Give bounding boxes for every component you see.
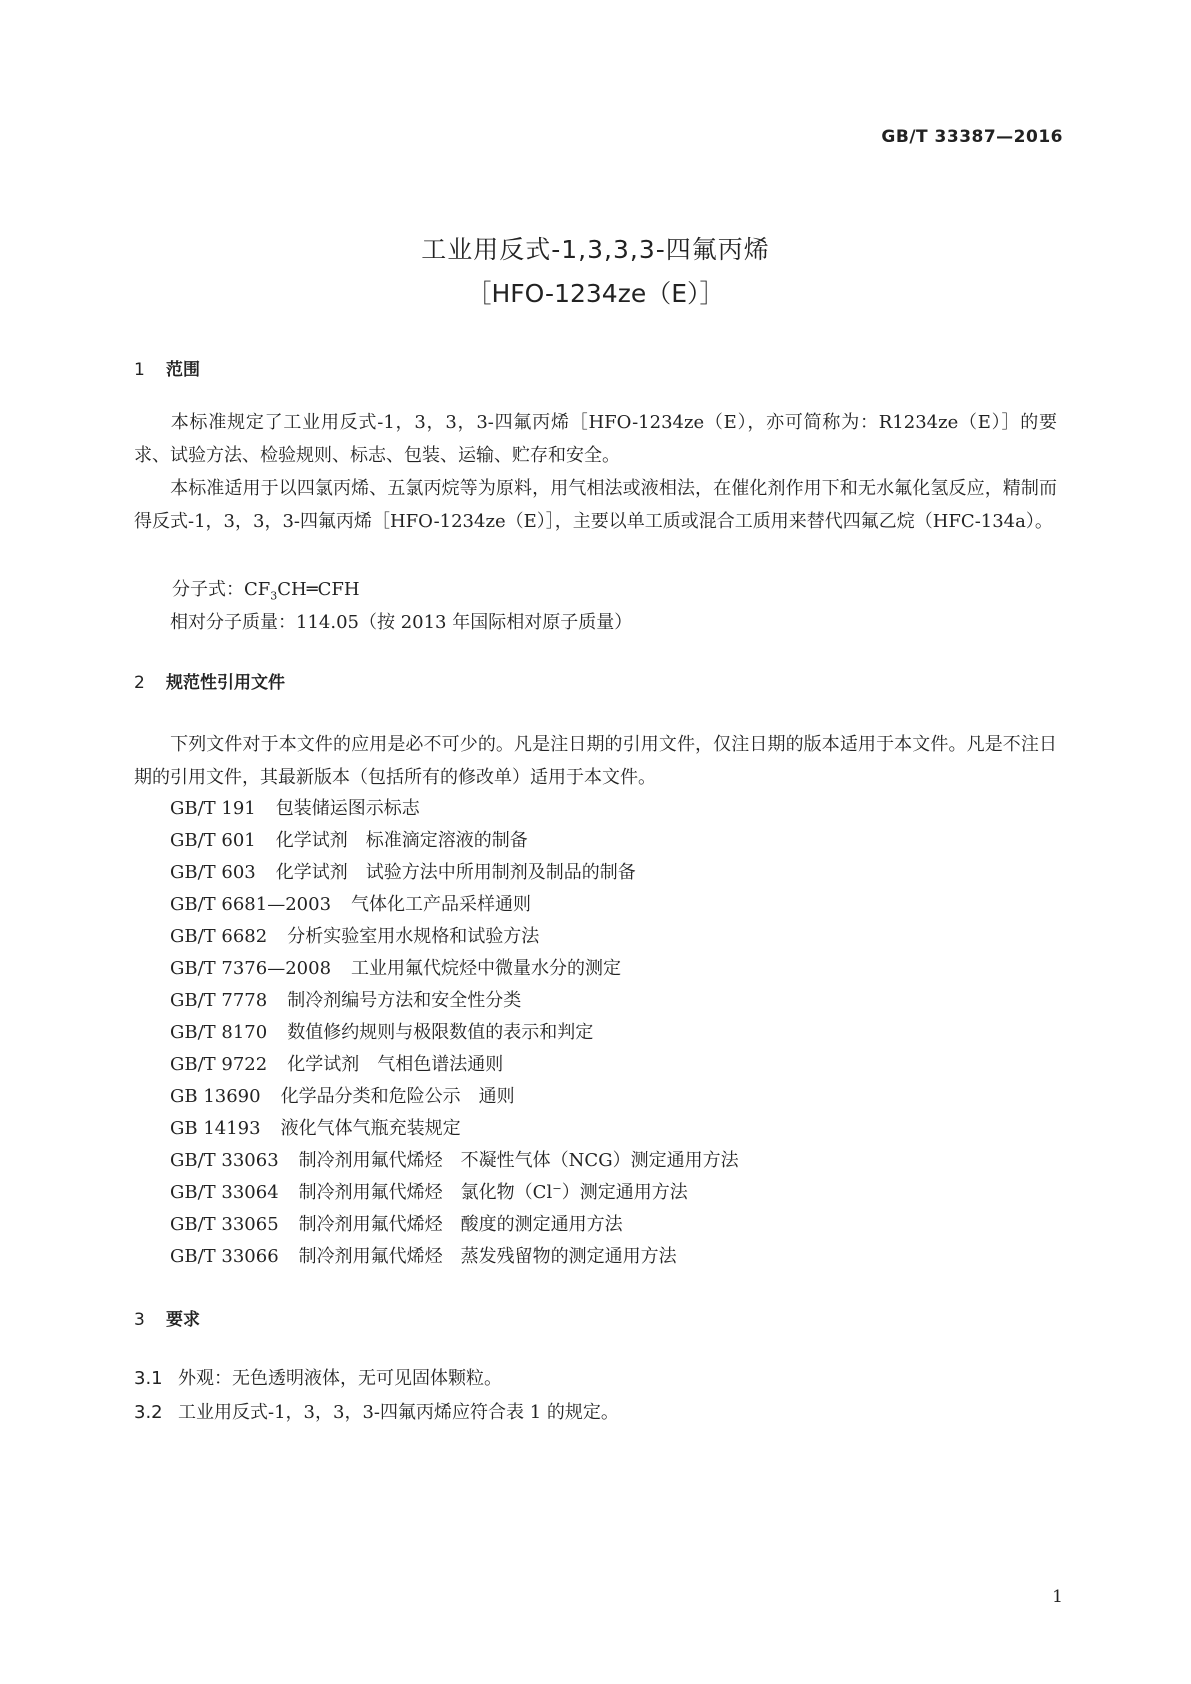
reference-subtitle: 不凝性气体（NCG）测定通用方法 bbox=[460, 1150, 739, 1171]
reference-code: GB 14193 bbox=[170, 1118, 261, 1139]
paragraph-text: 本标准适用于以四氯丙烯、五氯丙烷等为原料，用气相法或液相法，在催化剂作用下和无水氟化氢反应，精制而得反式-1，3，3，3-四氟丙烯［HFO-1234ze（E）］，主要以单工质或混合工质用来替代四氟乙烷（HFC-134a）。 bbox=[134, 478, 1057, 532]
reference-code: GB/T 33066 bbox=[170, 1246, 279, 1267]
reference-title: 制冷剂用氟代烯烃 bbox=[298, 1246, 443, 1267]
document-title: 工业用反式-1,3,3,3-四氟丙烯 bbox=[421, 235, 770, 264]
reference-title: 液化气体气瓶充装规定 bbox=[280, 1118, 461, 1139]
section-3-heading: 3 要求 bbox=[134, 1310, 200, 1330]
document-subtitle: ［HFO-1234ze（E）］ bbox=[466, 279, 725, 308]
section-1-paragraph-1 bbox=[134, 406, 1057, 472]
reference-title: 分析实验室用水规格和试验方法 bbox=[287, 926, 540, 947]
reference-subtitle: 气相色谱法通则 bbox=[377, 1054, 504, 1075]
reference-item bbox=[170, 986, 521, 1012]
reference-title: 化学试剂 bbox=[275, 830, 348, 851]
section-2-heading: 2 规范性引用文件 bbox=[134, 673, 285, 693]
reference-code: GB/T 33063 bbox=[170, 1150, 279, 1171]
reference-item bbox=[170, 858, 636, 884]
reference-code: GB/T 601 bbox=[170, 830, 256, 851]
reference-title: 气体化工产品采样通则 bbox=[351, 894, 532, 915]
reference-code: GB/T 33065 bbox=[170, 1214, 279, 1235]
clause-3-1: 3.1 外观：无色透明液体，无可见固体颗粒。 bbox=[134, 1368, 502, 1389]
reference-title: 工业用氟代烷烃中微量水分的测定 bbox=[351, 958, 622, 979]
reference-subtitle: 试验方法中所用制剂及制品的制备 bbox=[365, 862, 636, 883]
molecular-mass: 相对分子质量：114.05（按 2013 年国际相对原子质量） bbox=[170, 612, 633, 633]
standard-code: GB/T 33387—2016 bbox=[881, 127, 1063, 147]
reference-item bbox=[170, 954, 621, 980]
reference-item bbox=[170, 922, 539, 948]
reference-code: GB/T 6681—2003 bbox=[170, 894, 332, 915]
reference-subtitle: 标准滴定溶液的制备 bbox=[365, 830, 528, 851]
section-1-paragraph-2 bbox=[134, 472, 1057, 538]
reference-subtitle: 酸度的测定通用方法 bbox=[460, 1214, 623, 1235]
reference-item bbox=[170, 1018, 593, 1044]
reference-title: 化学品分类和危险公示 bbox=[280, 1086, 461, 1107]
section-number: 1 bbox=[134, 360, 145, 380]
reference-code: GB/T 191 bbox=[170, 798, 256, 819]
reference-code: GB/T 7778 bbox=[170, 990, 268, 1011]
section-1-heading bbox=[134, 355, 200, 380]
reference-code: GB/T 9722 bbox=[170, 1054, 268, 1075]
paragraph-text: 下列文件对于本文件的应用是必不可少的。凡是注日期的引用文件，仅注日期的版本适用于本文件。凡是不注日期的引用文件，其最新版本（包括所有的修改单）适用于本文件。 bbox=[134, 734, 1057, 788]
reference-item bbox=[170, 1178, 688, 1204]
paragraph-text: 本标准规定了工业用反式-1，3，3，3-四氟丙烯［HFO-1234ze（E），亦可简称为：R1234ze（E）］的要求、试验方法、检验规则、标志、包装、运输、贮存和安全。 bbox=[134, 412, 1057, 466]
reference-title: 制冷剂用氟代烯烃 bbox=[298, 1182, 443, 1203]
reference-item bbox=[170, 890, 531, 916]
reference-item bbox=[170, 826, 528, 852]
reference-item bbox=[170, 1082, 515, 1108]
reference-code: GB 13690 bbox=[170, 1086, 261, 1107]
reference-subtitle: 氯化物（Cl⁻）测定通用方法 bbox=[460, 1182, 688, 1203]
reference-code: GB/T 6682 bbox=[170, 926, 268, 947]
reference-item bbox=[170, 1146, 739, 1172]
reference-code: GB/T 33064 bbox=[170, 1182, 279, 1203]
page-number: 1 bbox=[1052, 1587, 1063, 1607]
section-2-intro bbox=[134, 728, 1057, 794]
section-title: 范围 bbox=[166, 360, 200, 380]
molecular-formula: 分子式：$CF_3CH═CFH$ bbox=[172, 579, 360, 603]
reference-title: 化学试剂 bbox=[275, 862, 348, 883]
reference-title: 数值修约规则与极限数值的表示和判定 bbox=[287, 1022, 594, 1043]
reference-title: 制冷剂用氟代烯烃 bbox=[298, 1214, 443, 1235]
reference-title: 制冷剂用氟代烯烃 bbox=[298, 1150, 443, 1171]
reference-subtitle: 蒸发残留物的测定通用方法 bbox=[460, 1246, 677, 1267]
reference-item bbox=[170, 1114, 461, 1140]
reference-title: 化学试剂 bbox=[287, 1054, 360, 1075]
reference-code: GB/T 8170 bbox=[170, 1022, 268, 1043]
reference-item bbox=[170, 794, 420, 820]
reference-item bbox=[170, 1242, 677, 1268]
clause-3-2: 3.2 工业用反式-1，3，3，3-四氟丙烯应符合表 1 的规定。 bbox=[134, 1402, 619, 1423]
reference-item bbox=[170, 1050, 503, 1076]
reference-title: 制冷剂编号方法和安全性分类 bbox=[287, 990, 522, 1011]
reference-code: GB/T 603 bbox=[170, 862, 256, 883]
reference-code: GB/T 7376—2008 bbox=[170, 958, 332, 979]
reference-item bbox=[170, 1210, 623, 1236]
reference-subtitle: 通则 bbox=[478, 1086, 515, 1107]
reference-title: 包装储运图示标志 bbox=[275, 798, 420, 819]
